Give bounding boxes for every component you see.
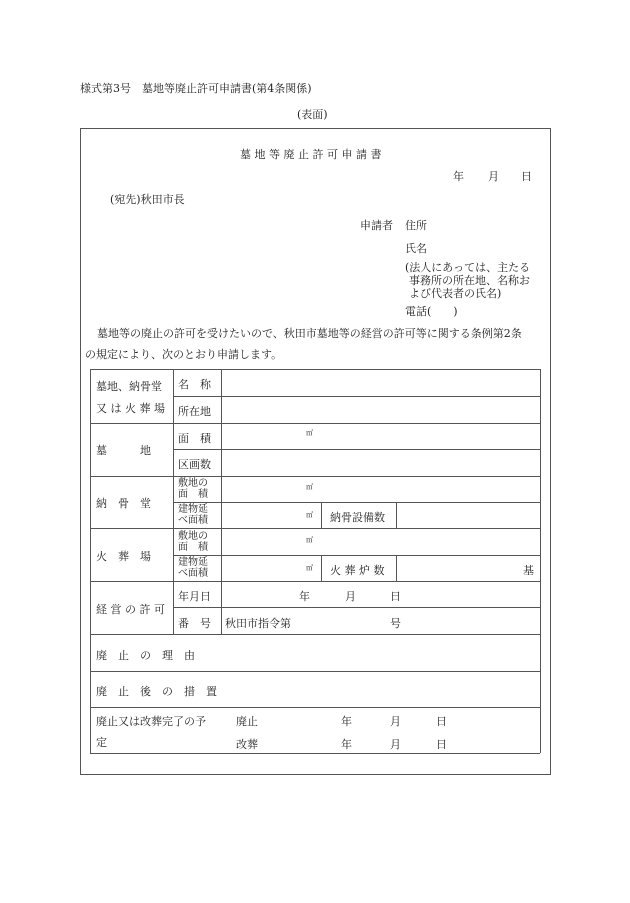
corporate-note — [405, 261, 530, 300]
corporate-note-line: (法人にあっては、主たる — [405, 261, 531, 274]
phone-label: 電話( ) — [405, 305, 458, 318]
g3-label: 納 骨 堂 — [96, 497, 151, 510]
abolish-year: 年 — [341, 715, 352, 728]
addressee: (宛先)秋田市長 — [110, 193, 185, 206]
permit-day: 日 — [390, 590, 401, 603]
unit-m2: ㎡ — [306, 564, 313, 572]
reburial-month: 月 — [390, 738, 401, 751]
furnace-unit: 基 — [523, 564, 534, 577]
g2-plots-label: 区画数 — [178, 458, 211, 471]
site-area-line: 敷地の — [178, 531, 208, 542]
reburial-day: 日 — [436, 738, 447, 751]
name-label: 氏名 — [405, 242, 427, 255]
g2-area-label: 面 積 — [178, 432, 211, 445]
g4-building-area-label — [178, 557, 208, 579]
after-measures-label: 廃 止 後 の 措 置 — [96, 685, 217, 698]
g1-label-line: 又 は 火 葬 場 — [96, 402, 165, 415]
abolish-label: 廃止 — [236, 715, 258, 728]
reburial-label: 改葬 — [236, 738, 258, 751]
form-title: 墓 地 等 廃 止 許 可 申 請 書 — [240, 148, 382, 161]
date-month: 月 — [488, 170, 499, 183]
address-label: 住所 — [405, 219, 427, 232]
g1-label-line: 墓地、納骨堂 — [96, 380, 162, 393]
g3-site-area-label — [178, 478, 208, 500]
permit-no-suffix: 号 — [390, 617, 401, 630]
corporate-note-line: よび代表者の氏名) — [409, 287, 502, 300]
abolish-month: 月 — [390, 715, 401, 728]
body-text-line: の規定により、次のとおり申請します。 — [85, 348, 283, 361]
unit-m2: ㎡ — [306, 536, 313, 544]
g4-site-area-label — [178, 531, 208, 553]
reason-label: 廃 止 の 理 由 — [96, 649, 195, 662]
bldg-area-line: べ面積 — [178, 568, 208, 579]
corporate-note-line: 事務所の所在地、名称お — [409, 274, 530, 287]
permit-date-label: 年月日 — [178, 590, 211, 603]
unit-m2: ㎡ — [306, 511, 313, 519]
g4-label: 火 葬 場 — [96, 550, 151, 563]
ossuary-count-label: 納骨設備数 — [330, 511, 385, 524]
g2-label: 墓 地 — [96, 444, 151, 457]
furnace-count-label: 火 葬 炉 数 — [330, 564, 385, 577]
form-number: 様式第3号 墓地等廃止許可申請書(第4条関係) — [80, 82, 312, 95]
bldg-area-line: 建物延 — [178, 557, 208, 568]
g1-name-label: 名 称 — [178, 378, 211, 391]
bldg-area-line: べ面積 — [178, 515, 208, 526]
schedule-label-line: 廃止又は改葬完了の予 — [96, 715, 206, 728]
permit-no-prefix: 秋田市指令第 — [225, 617, 291, 630]
site-area-line: 面 積 — [178, 542, 208, 553]
unit-m2: ㎡ — [306, 429, 313, 437]
g1-location-label: 所在地 — [178, 405, 211, 418]
permit-year: 年 — [299, 590, 310, 603]
bldg-area-line: 建物延 — [178, 504, 208, 515]
details-table — [90, 369, 540, 753]
schedule-label-line: 定 — [96, 736, 107, 749]
reburial-year: 年 — [341, 738, 352, 751]
unit-m2: ㎡ — [306, 483, 313, 491]
g3-building-area-label — [178, 504, 208, 526]
abolish-day: 日 — [436, 715, 447, 728]
applicant-label: 申請者 — [360, 219, 393, 232]
body-text-line: 墓地等の廃止の許可を受けたいので、秋田市墓地等の経営の許可等に関する条例第2条 — [97, 327, 522, 340]
date-day: 日 — [521, 170, 532, 183]
site-area-line: 敷地の — [178, 478, 208, 489]
side-label: (表面) — [297, 108, 328, 121]
permit-month: 月 — [345, 590, 356, 603]
g5-label: 経 営 の 許 可 — [96, 603, 165, 616]
permit-no-label: 番 号 — [178, 617, 211, 630]
site-area-line: 面 積 — [178, 489, 208, 500]
date-year: 年 — [453, 170, 464, 183]
